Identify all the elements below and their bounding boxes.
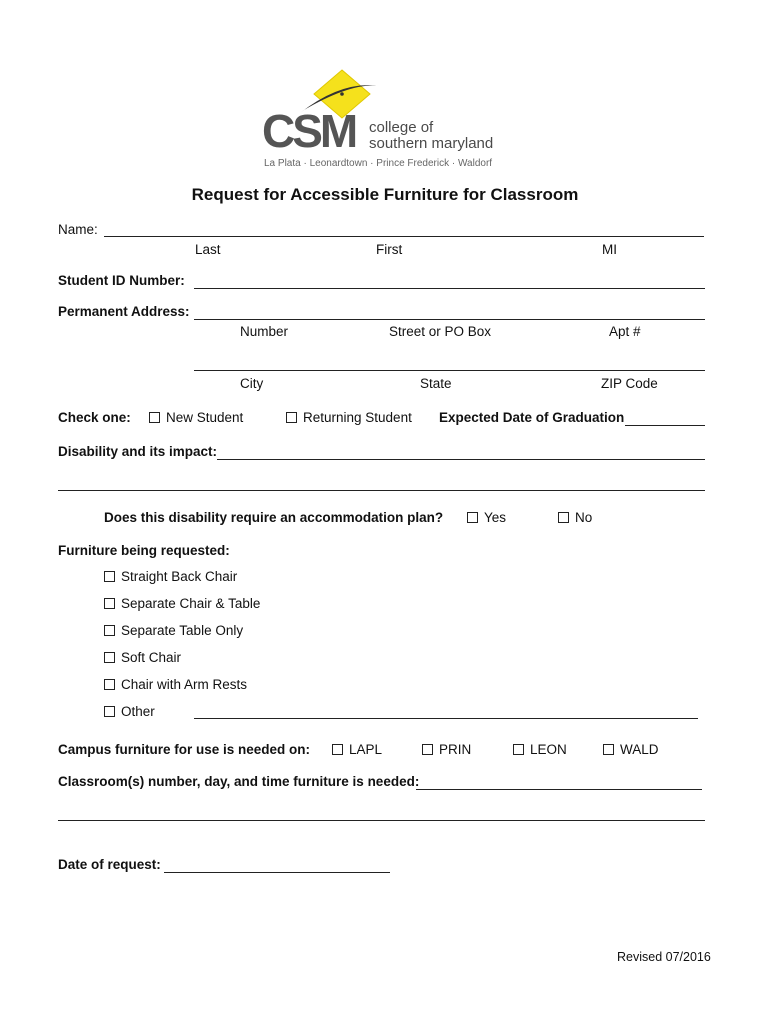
checkbox-icon xyxy=(332,744,343,755)
campus-prin-checkbox[interactable] xyxy=(422,742,471,757)
logo-letters: CSM xyxy=(262,105,356,157)
accommodation-yes-label: Yes xyxy=(484,510,507,525)
date-request-field[interactable] xyxy=(164,872,390,873)
checkbox-icon xyxy=(286,412,297,423)
address-sub-apt: Apt # xyxy=(609,324,641,339)
check-one-label: Check one: xyxy=(58,410,131,425)
checkbox-icon xyxy=(149,412,160,423)
furniture-option-label: Soft Chair xyxy=(121,650,182,665)
logo-line1: college of xyxy=(369,119,434,136)
checkbox-icon xyxy=(603,744,614,755)
graduation-label: Expected Date of Graduation xyxy=(439,410,625,425)
accommodation-question: Does this disability require an accommodation plan? xyxy=(104,510,444,525)
campus-option-label: LEON xyxy=(530,742,567,757)
accommodation-no-checkbox[interactable] xyxy=(558,510,592,525)
disability-field-line2[interactable] xyxy=(58,490,705,491)
name-sub-first: First xyxy=(376,242,403,257)
student-id-field[interactable] xyxy=(194,288,705,289)
name-sub-mi: MI xyxy=(602,242,617,257)
furniture-option-3[interactable] xyxy=(104,623,243,638)
name-label: Name: xyxy=(58,222,98,237)
address-sub-zip: ZIP Code xyxy=(601,376,658,391)
logo-line2: southern maryland xyxy=(369,135,494,152)
furniture-option-label: Chair with Arm Rests xyxy=(121,677,248,692)
furniture-option-label: Other xyxy=(121,704,155,719)
student-id-label: Student ID Number: xyxy=(58,273,185,288)
accommodation-yes-checkbox[interactable] xyxy=(467,510,506,525)
campus-label: Campus furniture for use is needed on: xyxy=(58,742,311,757)
logo-campuses: La Plata · Leonardtown · Prince Frederick · Waldorf xyxy=(264,158,493,169)
furniture-option-label: Separate Table Only xyxy=(121,623,244,638)
address-sub-city: City xyxy=(240,376,264,391)
campus-lapl-checkbox[interactable] xyxy=(332,742,382,757)
address-label: Permanent Address: xyxy=(58,304,190,319)
disability-label: Disability and its impact: xyxy=(58,444,218,459)
returning-student-label: Returning Student xyxy=(303,410,412,425)
checkbox-icon xyxy=(467,512,478,523)
checkbox-icon xyxy=(104,598,115,609)
checkbox-icon xyxy=(558,512,569,523)
campus-option-label: WALD xyxy=(620,742,659,757)
furniture-option-6[interactable] xyxy=(104,704,155,719)
address-line2-field[interactable] xyxy=(194,370,705,371)
other-furniture-field[interactable] xyxy=(194,718,698,719)
campus-wald-checkbox[interactable] xyxy=(603,742,659,757)
checkbox-icon xyxy=(104,571,115,582)
checkbox-icon xyxy=(513,744,524,755)
furniture-option-label: Separate Chair & Table xyxy=(121,596,261,611)
checkbox-icon xyxy=(104,679,115,690)
date-request-label: Date of request: xyxy=(58,857,161,872)
csm-logo xyxy=(262,68,512,173)
checkbox-icon xyxy=(104,652,115,663)
checkbox-icon xyxy=(104,625,115,636)
checkbox-icon xyxy=(104,706,115,717)
campus-option-label: PRIN xyxy=(439,742,472,757)
classroom-label: Classroom(s) number, day, and time furniture is needed: xyxy=(58,774,420,789)
disability-field-line1[interactable] xyxy=(217,459,705,460)
name-sub-last: Last xyxy=(195,242,221,257)
furniture-option-2[interactable] xyxy=(104,596,260,611)
classroom-field-line1[interactable] xyxy=(416,789,702,790)
revised-date: Revised 07/2016 xyxy=(617,950,711,964)
new-student-checkbox[interactable] xyxy=(149,410,243,425)
furniture-option-1[interactable] xyxy=(104,569,237,584)
new-student-label: New Student xyxy=(166,410,244,425)
furniture-label: Furniture being requested: xyxy=(58,543,230,558)
address-sub-number: Number xyxy=(240,324,289,339)
address-line1-field[interactable] xyxy=(194,319,705,320)
address-sub-street: Street or PO Box xyxy=(389,324,492,339)
furniture-option-4[interactable] xyxy=(104,650,181,665)
returning-student-checkbox[interactable] xyxy=(286,410,412,425)
accommodation-no-label: No xyxy=(575,510,593,525)
campus-leon-checkbox[interactable] xyxy=(513,742,567,757)
classroom-field-line2[interactable] xyxy=(58,820,705,821)
address-sub-state: State xyxy=(420,376,452,391)
name-field[interactable] xyxy=(104,236,704,237)
furniture-option-label: Straight Back Chair xyxy=(121,569,238,584)
graduation-field[interactable] xyxy=(625,425,705,426)
form-title: Request for Accessible Furniture for Classroom xyxy=(191,185,579,204)
checkbox-icon xyxy=(422,744,433,755)
furniture-option-5[interactable] xyxy=(104,677,247,692)
campus-option-label: LAPL xyxy=(349,742,383,757)
